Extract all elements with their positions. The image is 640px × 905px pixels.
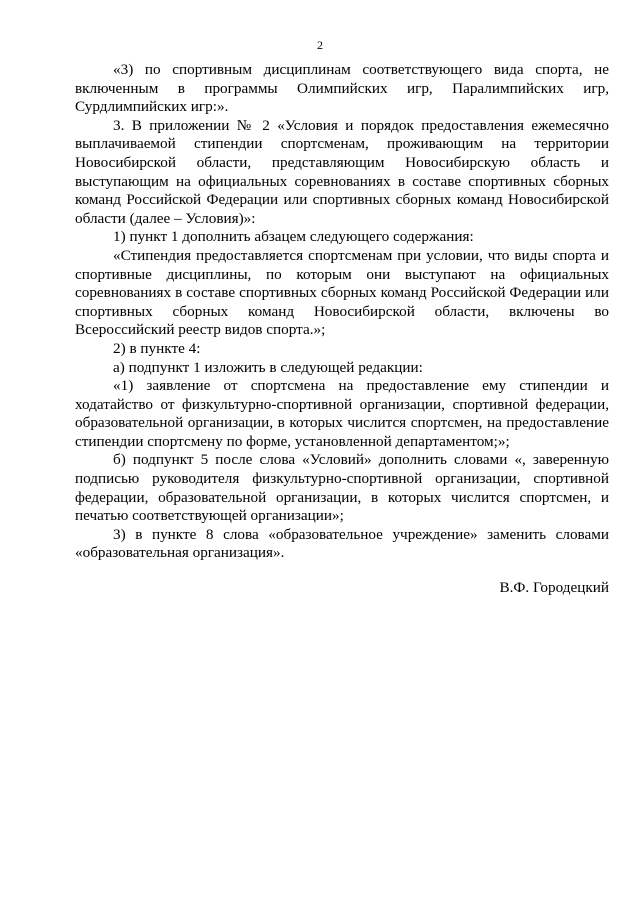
paragraph-appendix-2: 3. В приложении № 2 «Условия и порядок предоставления ежемесячно выплачиваемой стипендии спортсменам, проживающим на территории Новосибирской области, представляющим Новосибирскую область и выступающим на официальных соревнованиях в составе спортивных сборных команд Российской Федерации или спортивных сборных команд Новосибирской области (далее – Условия)»: bbox=[75, 116, 609, 227]
paragraph-subitem-a: а) подпункт 1 изложить в следующей редакции: bbox=[113, 358, 423, 376]
paragraph-item-4: 2) в пункте 4: bbox=[113, 339, 201, 357]
paragraph-application: «1) заявление от спортсмена на предоставление ему стипендии и ходатайство от физкультурно-спортивной организации, спортивной федерации, образовательной организации, в которых числится спортсмен, на предоставление стипендии спортсмену по форме, установленной департаментом;»; bbox=[75, 377, 609, 450]
paragraph-sport-disciplines: «3) по спортивным дисциплинам соответствующего вида спорта, не включенным в программы Олимпийских игр, Паралимпийских игр, Сурдлимпийских игр:». bbox=[75, 61, 609, 116]
paragraph-item-1: 1) пункт 1 дополнить абзацем следующего содержания: bbox=[113, 228, 474, 246]
paragraph-stipend-condition: «Стипендия предоставляется спортсменам при условии, что виды спорта и спортивные дисциплины, по которым они выступают на официальных соревнованиях в составе спортивных сборных команд Российской Федерации или спортивных сборных команд Новосибирской области, включены во Всероссийский реестр видов спорта.»; bbox=[75, 246, 609, 339]
paragraph-subitem-b: б) подпункт 5 после слова «Условий» дополнить словами «, заверенную подписью руководителя физкультурно-спортивной организации, спортивной федерации, образовательной организации, в которых числится спортсмен, и печатью соответствующей организации»; bbox=[75, 451, 609, 525]
signature-name: В.Ф. Городецкий bbox=[499, 579, 609, 596]
document-body bbox=[75, 61, 609, 563]
page-number: 2 bbox=[317, 38, 323, 52]
paragraph-item-8: 3) в пункте 8 слова «образовательное учреждение» заменить словами «образовательная организация». bbox=[75, 525, 609, 562]
